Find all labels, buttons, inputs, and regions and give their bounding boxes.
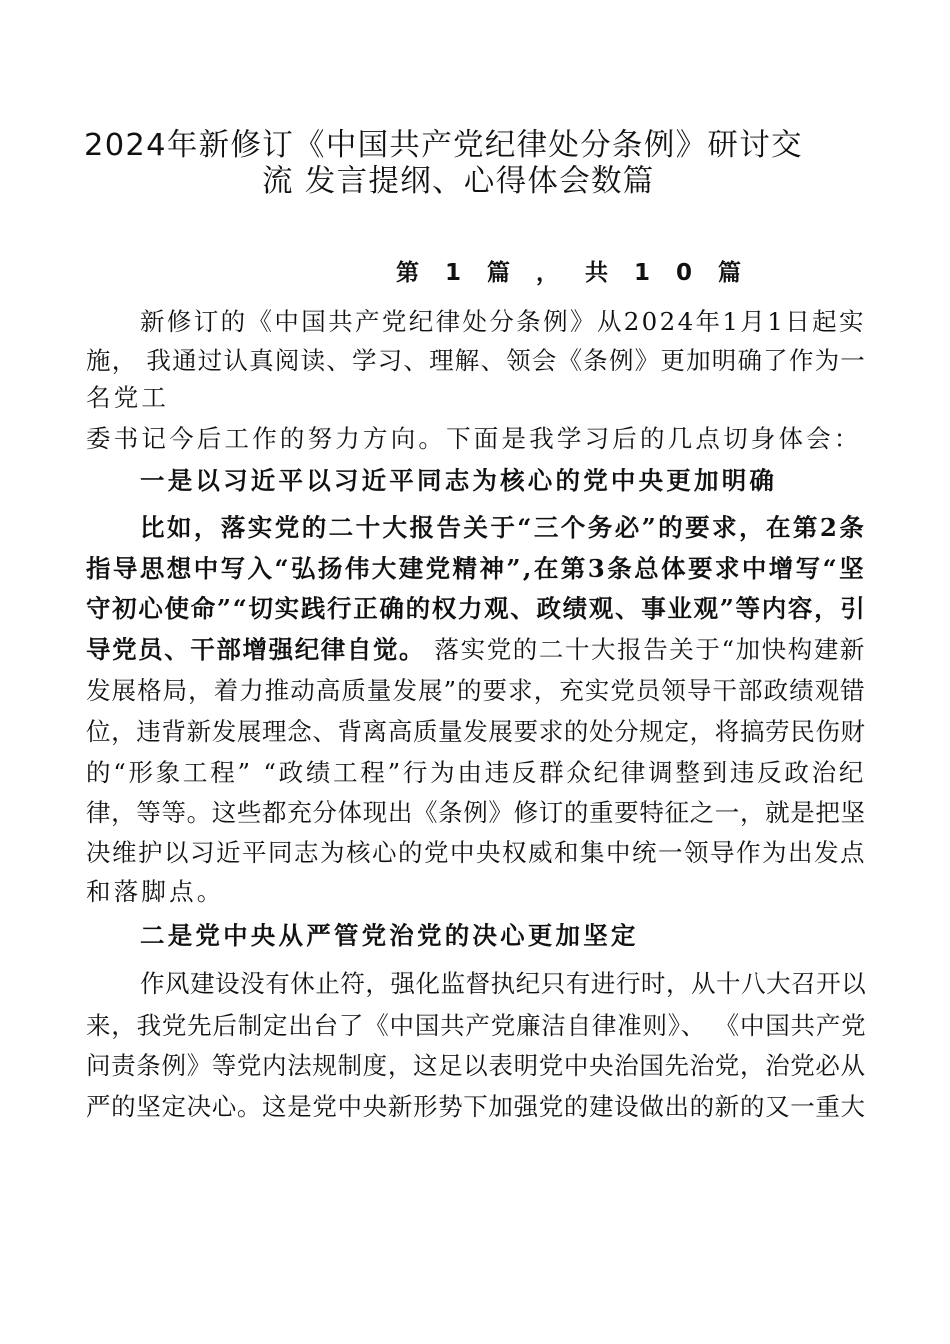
document-title-line-1: 2024年新修订《中国共产党纪律处分条例》研讨交: [84, 128, 803, 163]
intro-line-2: 施， 我通过认真阅读、学习、理解、领会《条例》更加明确了作为一: [86, 346, 866, 375]
intro-line-4: 委书记今后工作的努力方向。下面是我学习后的几点切身体会：: [86, 424, 862, 453]
section-1-line-3: 的“形象工程” “政绩工程”行为由违反群众纪律调整到违反政治纪: [86, 758, 867, 787]
section-1-line-1: 发展格局，着力推动高质量发展”的要求，充实党员领导干部政绩观错: [86, 676, 866, 705]
section-1-line-4: 律，等等。这些都充分体现出《条例》修订的重要特征之一，就是把坚: [86, 798, 866, 827]
section-1-line-6: 和落脚点。: [86, 877, 225, 906]
section-1-normal-start: 落实党的二十大报告关于“加快构建新: [425, 635, 867, 664]
section-2-line-2: 来，我党先后制定出台了《中国共产党廉洁自律准则》、 《中国共产党: [86, 1011, 867, 1040]
section-1-bold-line-1: 比如，落实党的二十大报告关于“三个务必”的要求，在第2条: [140, 513, 867, 542]
section-1-heading: 一是以习近平以习近平同志为核心的党中央更加明确: [140, 466, 778, 495]
section-2-line-1: 作风建设没有休止符，强化监督执纪只有进行时，从十八大召开以: [140, 969, 867, 998]
section-2-line-4: 严的坚定决心。这是党中央新形势下加强党的建设做出的新的又一重大: [86, 1092, 866, 1121]
section-1-bold-line-3: 守初心使命”“切实践行正确的权力观、政绩观、事业观”等内容，引: [86, 594, 867, 623]
section-1-line-2: 位，违背新发展理念、背离高质量发展要求的处分规定，将搞劳民伤财: [86, 717, 866, 746]
section-1-bold-tail: 导党员、干部增强纪律自觉。: [86, 635, 426, 664]
section-2-line-3: 问责条例》等党内法规制度，这足以表明党中央治国先治党，治党必从: [86, 1051, 866, 1080]
intro-line-1: 新修订的《中国共产党纪律处分条例》从2024年1月1日起实: [140, 307, 866, 336]
intro-line-3: 名党工: [86, 383, 170, 412]
section-1-mixed-line: [86, 634, 866, 666]
section-1-bold-line-2: 指导思想中写入“弘扬伟大建党精神”,在第3条总体要求中增写“坚: [86, 554, 867, 583]
document-subtitle: 第 1 篇 ， 共 1 0 篇: [396, 260, 751, 286]
section-1-line-5: 决维护以习近平同志为核心的党中央权威和集中统一领导作为出发点: [86, 838, 866, 867]
section-2-heading: 二是党中央从严管党治党的决心更加坚定: [140, 921, 639, 950]
document-title-line-2: 流 发言提纲、心得体会数篇: [262, 164, 655, 199]
